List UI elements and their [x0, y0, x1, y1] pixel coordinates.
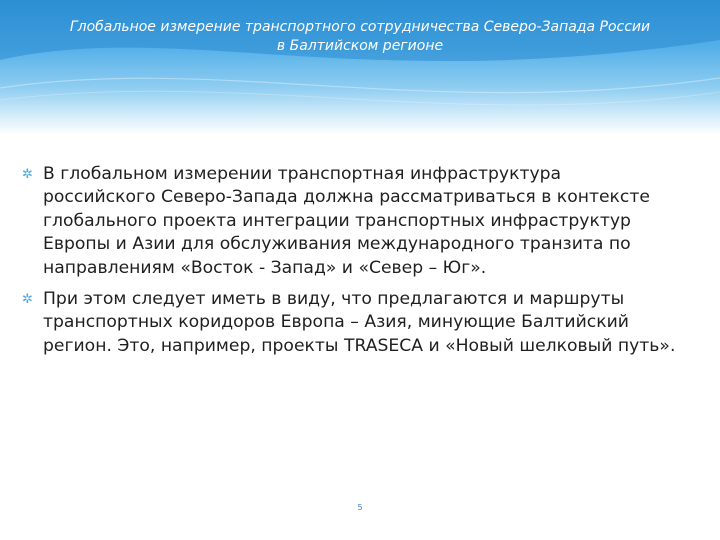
bullet-list — [22, 163, 712, 366]
slide-title-line: Глобальное измерение транспортного сотрудничества Северо-Запада России — [69, 19, 651, 35]
page-number: 5 — [357, 503, 363, 512]
bullet-text-line: транспортных коридоров Европа – Азия, минующие Балтийский — [43, 312, 629, 333]
bullet-text-line: При этом следует иметь в виду, что предлагаются и маршруты — [43, 289, 625, 310]
slide-title-line: в Балтийском регионе — [276, 38, 444, 54]
bullet-text-line: глобального проекта интеграции транспортных инфраструктур — [43, 210, 631, 231]
asterisk-bullet-icon: ✲ — [22, 167, 33, 182]
bullet-item — [22, 163, 712, 280]
bullet-text-line: Европы и Азии для обслуживания международного транзита по — [43, 234, 631, 255]
bullet-item — [22, 288, 712, 358]
bullet-text-line: российского Северо-Запада должна рассматриваться в контексте — [43, 187, 650, 208]
slide-title — [20, 18, 700, 56]
bullet-text-line: регион. Это, например, проекты TRASECA и «Новый шелковый путь». — [43, 335, 676, 356]
bullet-text-line: В глобальном измерении транспортная инфраструктура — [43, 164, 562, 184]
bullet-text-line: направлениям «Восток - Запад» и «Север – Юг». — [43, 257, 487, 278]
slide-header-banner — [0, 0, 720, 135]
asterisk-bullet-icon: ✲ — [22, 292, 33, 308]
